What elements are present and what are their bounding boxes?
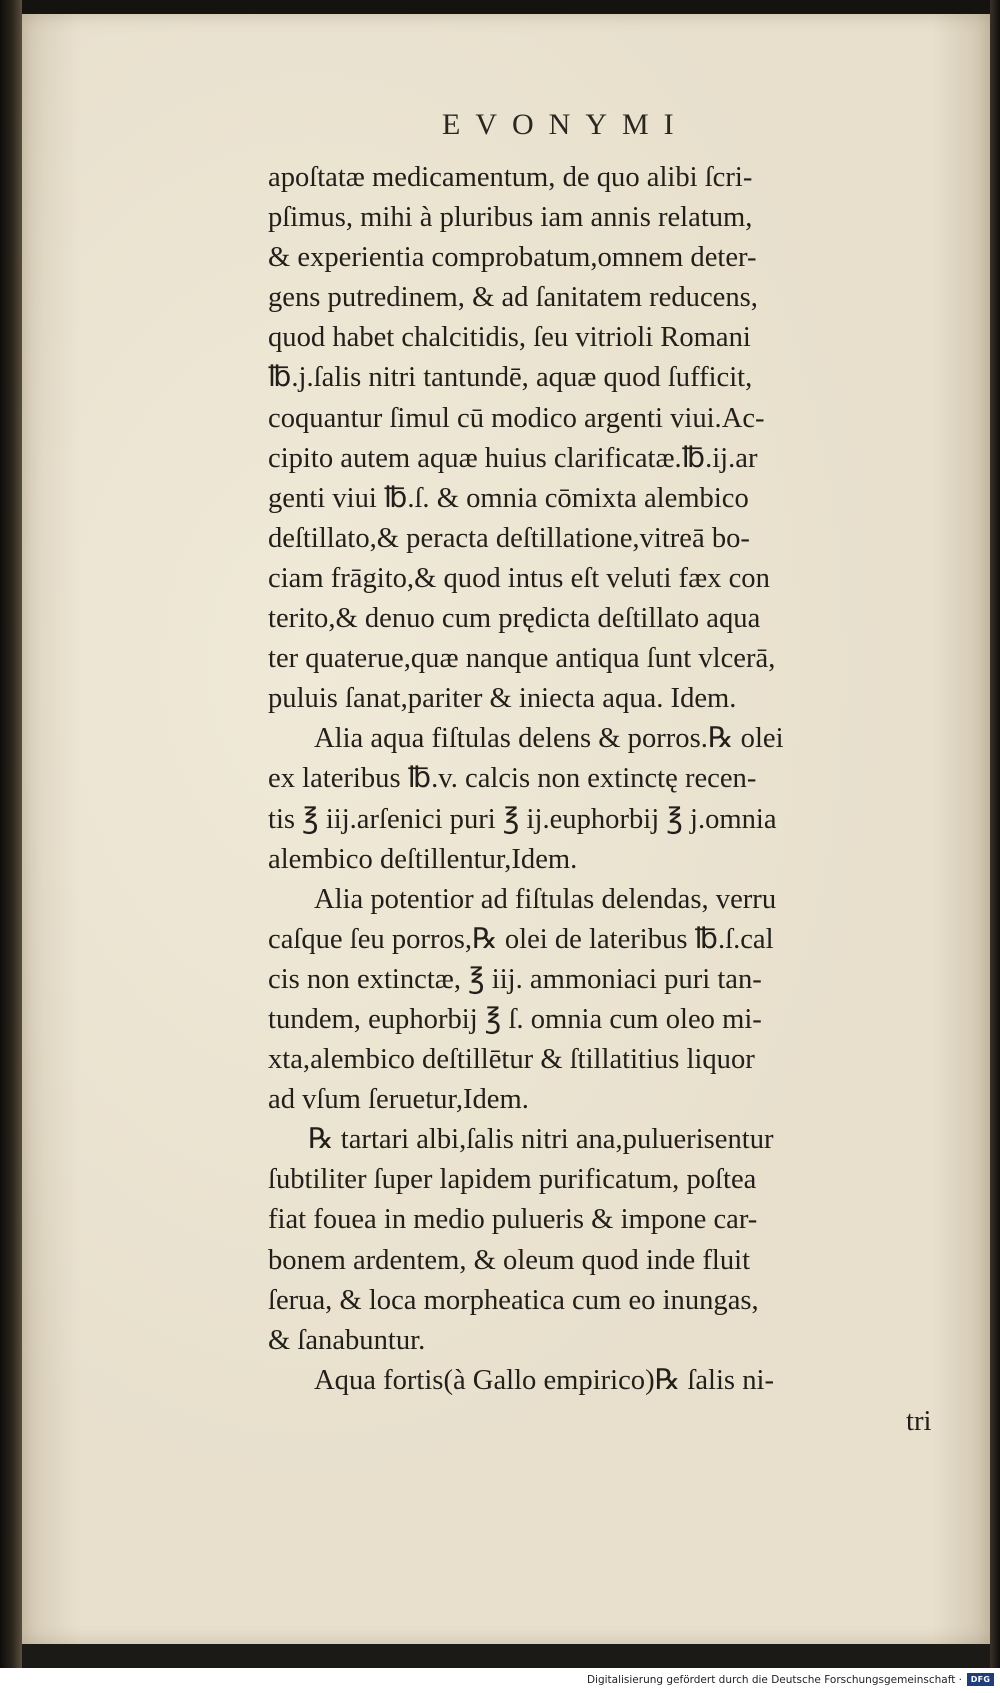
text-line: bonem ardentem, & oleum quod inde fluit [268, 1244, 751, 1276]
text-line: deſtillato,& peracta deſtillatione,vitreā bo- [268, 522, 750, 554]
text-line: xta,alembico deſtillētur & ſtillatitius liquor [268, 1044, 755, 1076]
text-line: puluis ſanat,pariter & iniecta aqua. Idem. [268, 683, 737, 715]
text-line: quod habet chalcitidis, ſeu vitrioli Romani [268, 322, 751, 354]
text-line: gens putredinem, & ad ſanitatem reducens, [268, 282, 758, 314]
paragraph-start-line: Alia potentior ad fiſtulas delendas, verru [314, 883, 777, 915]
text-line: apoſtatæ medicamentum, de quo alibi ſcri- [268, 162, 753, 193]
paragraph-start-line: ℞ tartari albi,ſalis nitri ana,puluerisentur [308, 1124, 774, 1156]
funding-notice: Digitalisierung gefördert durch die Deutsche Forschungsgemeinschaft · [586, 1674, 962, 1686]
running-head: EVONYMI [442, 108, 689, 141]
book-spine-edge [0, 0, 22, 1668]
text-line: ℔.j.ſalis nitri tantundē, aquæ quod ſufficit, [268, 362, 753, 394]
text-line: ciam frāgito,& quod intus eſt veluti fæx con [268, 562, 770, 594]
text-line: tis ℥ iij.arſenici puri ℥ ij.euphorbij ℥ j.omnia [268, 803, 777, 835]
text-line: ſerua, & loca morpheatica cum eo inungas, [268, 1284, 759, 1316]
text-line: pſimus, mihi à pluribus iam annis relatum, [268, 202, 753, 234]
digitization-footer [0, 1668, 1000, 1693]
text-line: tundem, euphorbij ℥ ſ. omnia cum oleo mi- [268, 1003, 762, 1035]
paragraph-start-line: Alia aqua fiſtulas delens & porros.℞ olei [314, 723, 784, 755]
text-line: & ſanabuntur. [268, 1324, 426, 1356]
text-line: ad vſum ſeruetur,Idem. [268, 1084, 529, 1116]
text-line: ſubtiliter ſuper lapidem purificatum, poſtea [268, 1164, 757, 1196]
text-line: cis non extinctæ, ℥ iij. ammoniaci puri tan- [268, 963, 762, 995]
text-line: genti viui ℔.ſ. & omnia cōmixta alembico [268, 482, 749, 514]
catchword: tri [906, 1406, 932, 1437]
text-line: ex lateribus ℔.v. calcis non extinctę recen- [268, 763, 757, 795]
text-line: ter quaterue,quæ nanque antiqua ſunt vlcerā, [268, 643, 776, 675]
text-line: cipito autem aquæ huius clarificatæ.℔.ij.ar [268, 442, 758, 474]
text-line: caſque ſeu porros,℞ olei de lateribus ℔.ſ.cal [268, 923, 774, 955]
text-line: fiat fouea in medio pulueris & impone car- [268, 1204, 758, 1236]
scan-right-border [990, 0, 1000, 1668]
paragraph-start-line: Aqua fortis(à Gallo empirico)℞ ſalis ni- [314, 1364, 774, 1396]
text-line: terito,& denuo cum prędicta deſtillato aqua [268, 603, 761, 635]
body-text [268, 158, 940, 1401]
text-line: coquantur ſimul cū modico argenti viui.Ac- [268, 402, 765, 434]
text-line: & experientia comprobatum,omnem deter- [268, 242, 757, 274]
dfg-logo: DFG [967, 1673, 994, 1686]
text-line: alembico deſtillentur,Idem. [268, 843, 578, 875]
